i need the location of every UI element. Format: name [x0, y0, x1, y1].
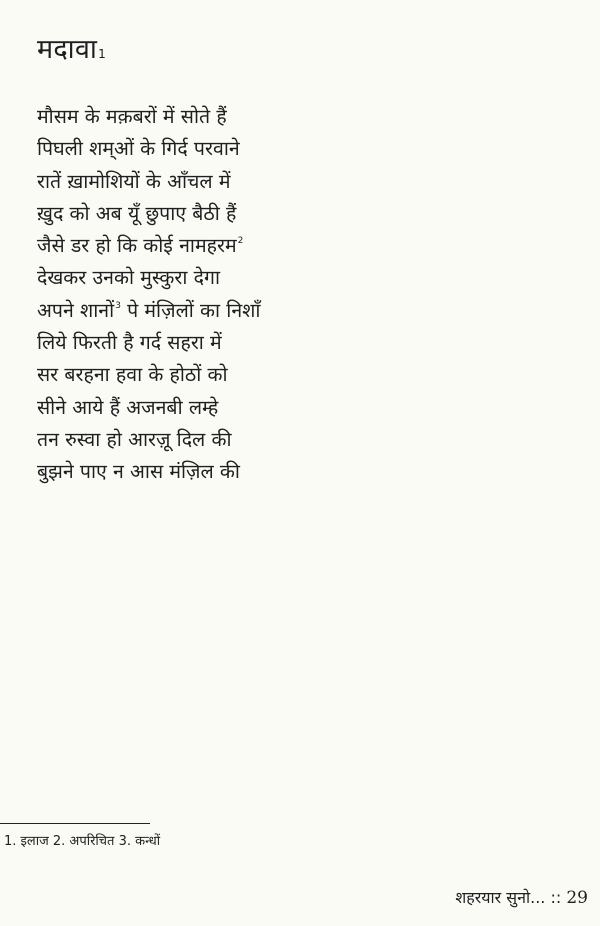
poem-line [37, 392, 397, 424]
footnote-marker: 2 [237, 236, 244, 247]
poem-line-text: जैसे डर हो कि कोई नामहरम [37, 234, 237, 258]
poem-line [37, 359, 397, 391]
footnote-marker: 1 [98, 47, 106, 61]
page-number: 29 [566, 888, 588, 908]
poem-line [37, 327, 397, 359]
poem-line [37, 230, 397, 262]
poem-line [37, 101, 397, 133]
poem-line-text: सर बरहना हवा के होठों को [37, 363, 228, 387]
poem-title [37, 30, 106, 70]
footer-separator: :: [550, 888, 562, 907]
poem-line [37, 198, 397, 230]
running-footer [455, 886, 588, 910]
poem-line-text: ख़ुद को अब यूँ छुपाए बैठी हैं [37, 201, 237, 225]
poem-line-text: देखकर उनको मुस्कुरा देगा [37, 266, 221, 290]
book-title: शहरयार सुनो... [455, 888, 546, 907]
footnote-marker: 3 [115, 300, 121, 311]
footnotes: 1. इलाज 2. अपरिचित 3. कन्धों [4, 834, 161, 849]
poem-line-text: सीने आये हैं अजनबी लम्हे [37, 395, 219, 419]
poem-line [37, 133, 397, 165]
poem-line [37, 262, 397, 294]
poem-body [37, 101, 397, 489]
poem-line [37, 424, 397, 456]
poem-line-text: रातें ख़ामोशियों के आँचल में [37, 169, 231, 193]
poem-line [37, 456, 397, 488]
poem-line [37, 295, 397, 327]
poem-title-text: मदावा [37, 34, 98, 65]
poem-line-text: तन रुस्वा हो आरज़ू दिल की [37, 427, 232, 451]
footnote-rule [0, 823, 150, 824]
poem-line-text: अपने शानों [37, 298, 115, 322]
poem-line-text: लिये फिरती है गर्द सहरा में [37, 331, 222, 355]
poem-line [37, 166, 397, 198]
poem-line-text: बुझने पाए न आस मंज़िल की [37, 460, 240, 484]
poem-line-text: पिघली शम्ओं के गिर्द परवाने [37, 137, 240, 161]
poem-line-text: पे मंज़िलों का निशाँ [120, 298, 261, 322]
poem-line-text: मौसम के मक़बरों में सोते हैं [37, 105, 227, 128]
